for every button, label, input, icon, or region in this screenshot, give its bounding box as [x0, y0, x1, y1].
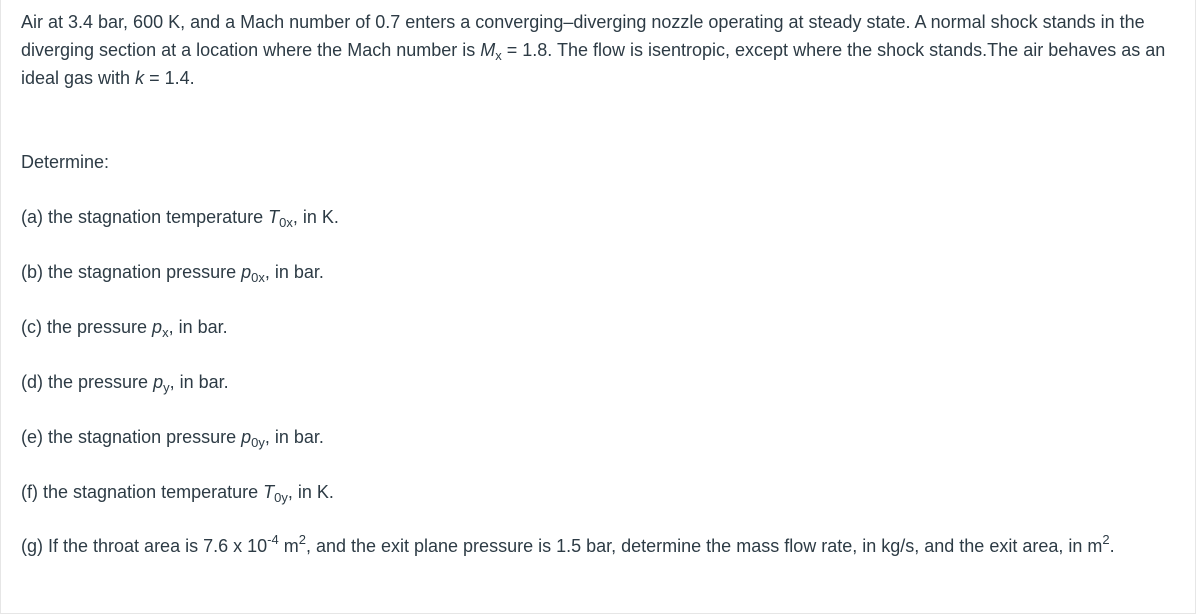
mach-symbol: M	[480, 40, 496, 60]
part-e: (e) the stagnation pressure $p_{0y}$, in bar.	[21, 427, 324, 450]
question-content	[21, 8, 1181, 559]
determine-label: Determine:	[21, 152, 110, 172]
part-d: (d) the pressure $p_y$, in bar.	[21, 372, 229, 395]
part-a: (a) the stagnation temperature $T_{0x}$, in K.	[21, 207, 339, 230]
part-c: (c) the pressure $p_x$, in bar.	[21, 317, 228, 340]
part-f: (f) the stagnation temperature $T_{0y}$, in K.	[21, 482, 334, 505]
part-b: (b) the stagnation pressure $p_{0x}$, in bar.	[21, 262, 324, 285]
mach-subscript: x	[495, 48, 502, 63]
part-g: (g) If the throat area is 7.6 x $10^{-4}$ $m^2$, and the exit plane pressure is 1.5 bar, determine the mass flow rate, in kg/s, and the exit area, in $m^2$.	[21, 532, 1115, 556]
k-symbol: k	[135, 68, 145, 88]
problem-statement: Air at 3.4 bar, 600 K, and a Mach number of 0.7 enters a converging–diverging nozzle operating at steady state. A normal shock stands in the diverging section at a location where the Mach number is $M_x = 1.8$. The flow is isentropic, except where the shock stands.The air behaves as an ideal gas with k = 1.4.	[21, 12, 1166, 88]
